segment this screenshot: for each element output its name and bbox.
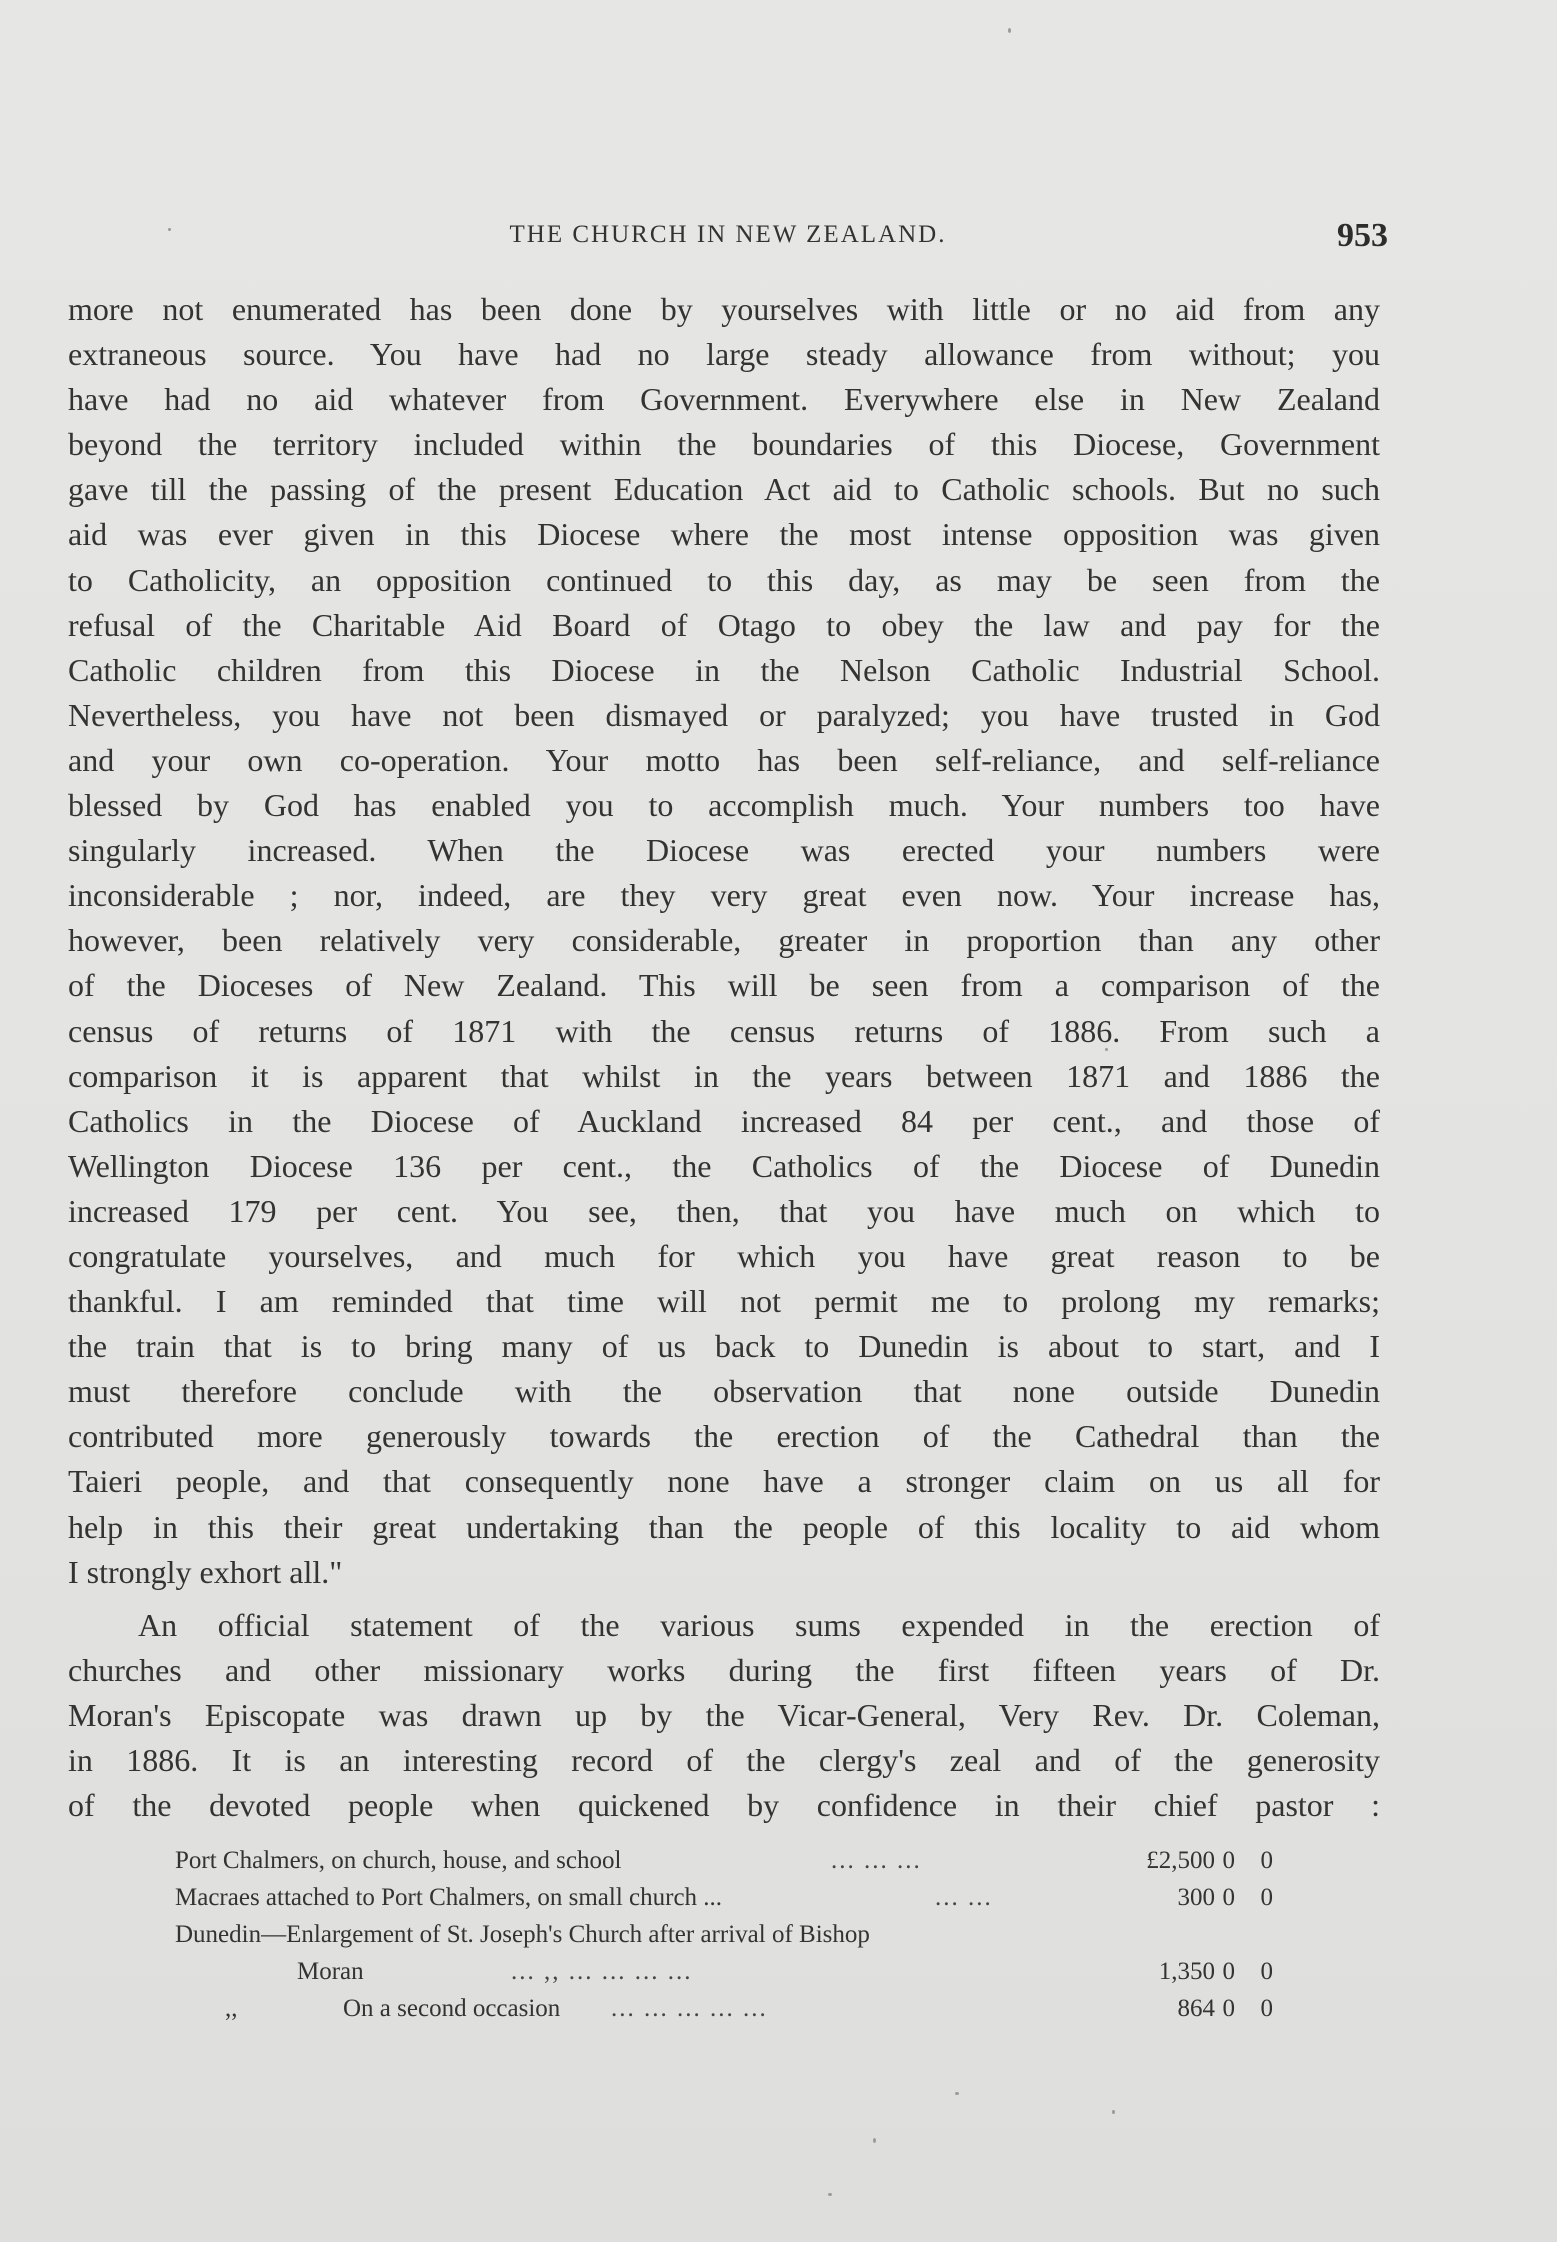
- dot-leaders: ... ...: [935, 1884, 993, 1911]
- text-line: I strongly exhort all.": [68, 1553, 343, 1590]
- paragraph-statement: [68, 1603, 1380, 1828]
- text-line: Wellington Diocese 136 per cent., the Catholics of the Diocese of Dunedin: [68, 1147, 1380, 1184]
- text-line: aid was ever given in this Diocese where the most intense opposition was given: [68, 516, 1380, 553]
- text-line: Catholic children from this Diocese in the Nelson Catholic Industrial School.: [68, 651, 1380, 688]
- text-line: An official statement of the various sums expended in the erection of: [138, 1606, 1380, 1643]
- ledger-shillings: 0: [1222, 1884, 1235, 1911]
- text-line: contributed more generously towards the erection of the Cathedral than the: [68, 1418, 1380, 1455]
- expenditure-ledger: [175, 1842, 1275, 2027]
- ledger-description: Macraes attached to Port Chalmers, on small church ...: [175, 1884, 723, 1911]
- text-line: gave till the passing of the present Education Act aid to Catholic schools. But no such: [68, 471, 1380, 508]
- text-line: increased 179 per cent. You see, then, that you have much on which to: [68, 1192, 1380, 1229]
- ledger-row: [175, 1953, 1275, 1990]
- ledger-description: Port Chalmers, on church, house, and school: [175, 1847, 622, 1874]
- text-line: Moran's Episcopate was drawn up by the Vicar-General, Very Rev. Dr. Coleman,: [68, 1696, 1380, 1733]
- running-head: [68, 217, 1388, 257]
- text-line: singularly increased. When the Diocese was erected your numbers were: [68, 832, 1380, 869]
- text-line: in 1886. It is an interesting record of the clergy's zeal and of the generosity: [68, 1742, 1380, 1778]
- ledger-amount: 864: [1177, 1995, 1215, 2022]
- ledger-row: [175, 1916, 1275, 1953]
- text-line: to Catholicity, an opposition continued to this day, as may be seen from the: [68, 561, 1380, 598]
- text-line: Taieri people, and that consequently none have a stronger claim on us all for: [68, 1463, 1380, 1500]
- text-line: and your own co-operation. Your motto has been self-reliance, and self-reliance: [68, 741, 1380, 778]
- text-line: of the devoted people when quickened by confidence in their chief pastor :: [68, 1787, 1380, 1824]
- text-line: must therefore conclude with the observation that none outside Dunedin: [68, 1373, 1380, 1410]
- text-line: census of returns of 1871 with the census returns of 1886. From such a: [68, 1012, 1380, 1049]
- text-line: however, been relatively very considerable, greater in proportion than any other: [68, 922, 1380, 959]
- paper-speck: [1008, 28, 1011, 33]
- dot-leaders: ... ... ... ... ...: [611, 1995, 768, 2022]
- text-line: congratulate yourselves, and much for which you have great reason to be: [68, 1237, 1380, 1274]
- ledger-pence: 0: [1260, 1847, 1273, 1874]
- dot-leaders: ... ... ...: [831, 1847, 922, 1874]
- paper-speck: [955, 2092, 959, 2095]
- paper-speck: [873, 2138, 876, 2143]
- body-text: [68, 287, 1380, 1828]
- ledger-row: [175, 1879, 1275, 1916]
- ledger-pence: 0: [1260, 1995, 1273, 2022]
- ledger-shillings: 0: [1222, 1995, 1235, 2022]
- text-line: more not enumerated has been done by yourselves with little or no aid from any: [68, 291, 1380, 327]
- paper-speck: [168, 228, 171, 231]
- ledger-pence: 0: [1260, 1884, 1273, 1911]
- ledger-description: Dunedin—Enlargement of St. Joseph's Church after arrival of Bishop: [175, 1921, 870, 1948]
- ditto-mark: ,,: [225, 1995, 238, 2022]
- text-line: thankful. I am reminded that time will not permit me to prolong my remarks;: [68, 1283, 1380, 1320]
- paragraph-gap: [68, 1595, 1380, 1603]
- ledger-shillings: 0: [1222, 1958, 1235, 1985]
- ledger-amount: 300: [1177, 1884, 1215, 1911]
- text-line: comparison it is apparent that whilst in the years between 1871 and 1886 the: [68, 1057, 1380, 1094]
- paper-speck: [828, 2193, 832, 2196]
- ledger-description: Moran: [297, 1958, 364, 1985]
- page-number: 953: [1337, 217, 1388, 254]
- text-line: beyond the territory included within the boundaries of this Diocese, Government: [68, 426, 1380, 463]
- ledger-row: [175, 1842, 1275, 1879]
- text-line: Nevertheless, you have not been dismayed or paralyzed; you have trusted in God: [68, 696, 1380, 733]
- text-line: churches and other missionary works during the first fifteen years of Dr.: [68, 1651, 1380, 1688]
- text-line: inconsiderable ; nor, indeed, are they very great even now. Your increase has,: [68, 877, 1380, 914]
- text-line: refusal of the Charitable Aid Board of Otago to obey the law and pay for the: [68, 606, 1380, 643]
- text-line: have had no aid whatever from Government. Everywhere else in New Zealand: [68, 381, 1380, 418]
- text-line: Catholics in the Diocese of Auckland increased 84 per cent., and those of: [68, 1102, 1380, 1139]
- ledger-amount: 1,350: [1158, 1958, 1215, 1985]
- paper-speck: [1112, 2110, 1115, 2114]
- text-line: the train that is to bring many of us back to Dunedin is about to start, and I: [68, 1328, 1380, 1365]
- paragraph-speech: [68, 287, 1380, 1595]
- ledger-pence: 0: [1260, 1958, 1273, 1985]
- text-line: blessed by God has enabled you to accomplish much. Your numbers too have: [68, 787, 1380, 824]
- text-line: of the Dioceses of New Zealand. This will be seen from a comparison of the: [68, 967, 1380, 1004]
- paper-speck: [1105, 1048, 1108, 1051]
- ledger-amount: £2,500: [1146, 1847, 1215, 1874]
- running-title: THE CHURCH IN NEW ZEALAND.: [509, 221, 947, 248]
- dot-leaders: ... ,, ... ... ... ...: [511, 1958, 693, 1985]
- ledger-description: On a second occasion: [343, 1995, 561, 2022]
- text-line: extraneous source. You have had no large steady allowance from without; you: [68, 336, 1380, 373]
- text-line: help in this their great undertaking than the people of this locality to aid whom: [68, 1508, 1380, 1545]
- ledger-row: [175, 1990, 1275, 2027]
- ledger-shillings: 0: [1222, 1847, 1235, 1874]
